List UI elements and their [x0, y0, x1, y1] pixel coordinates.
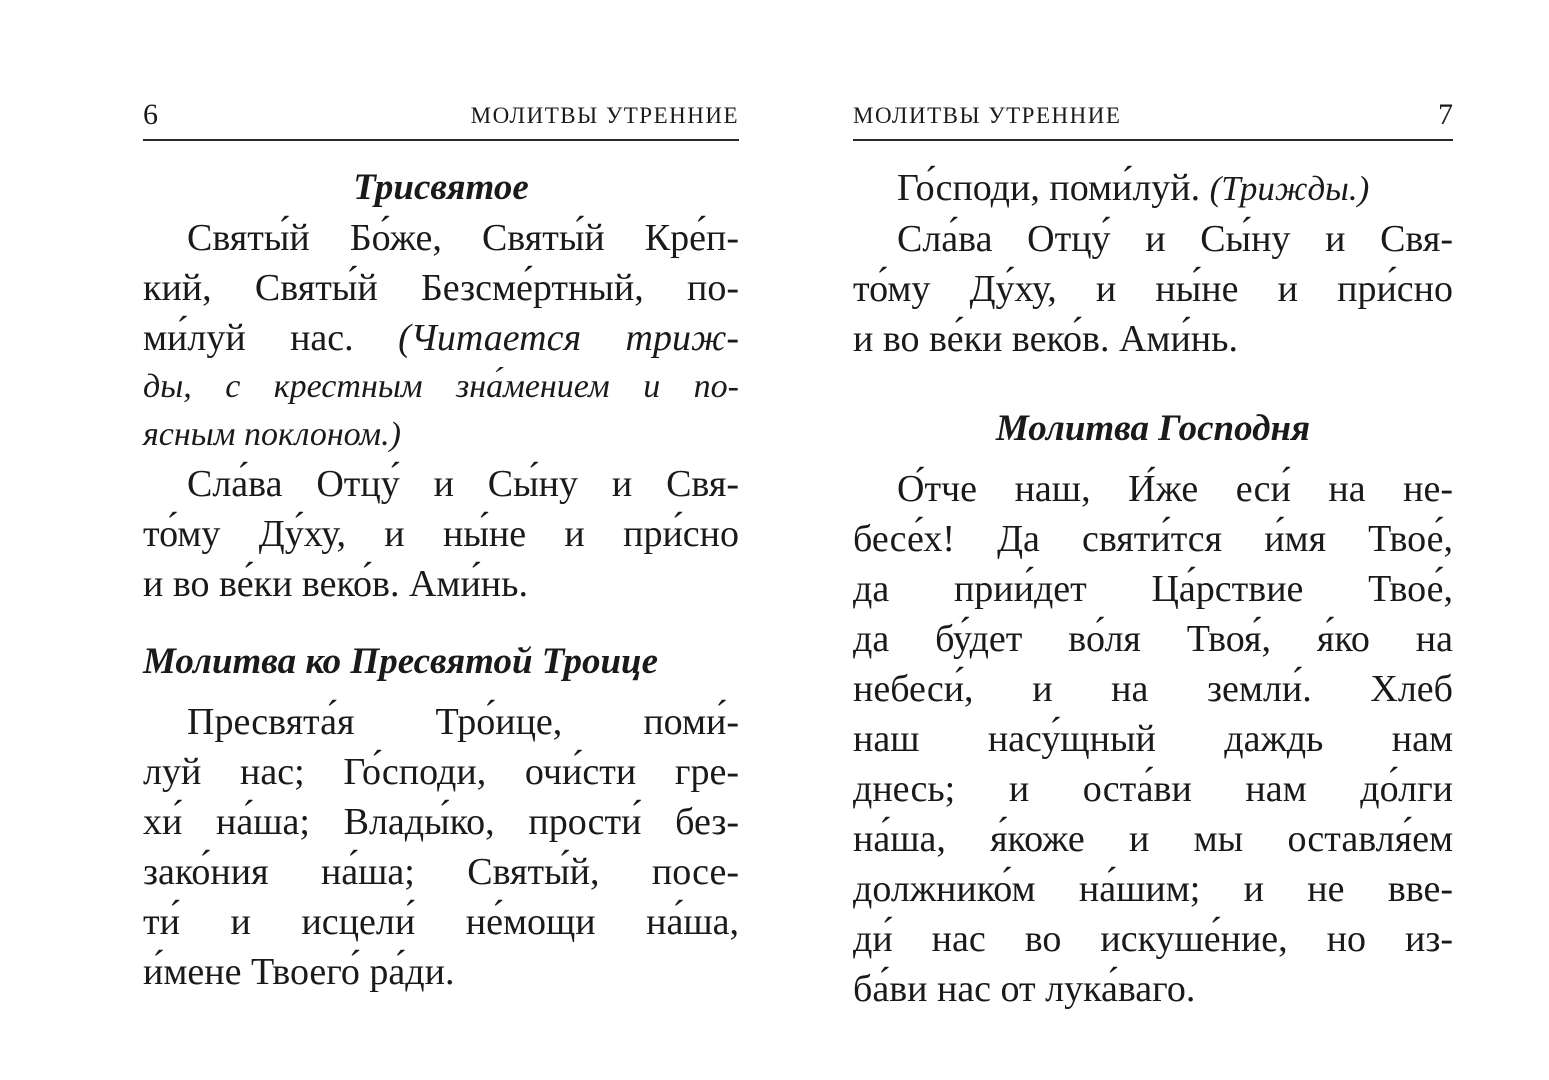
text-fragment: ми́луй нас.: [143, 317, 354, 359]
text-line: [143, 313, 739, 363]
section-title-lords-prayer: Молитва Господня: [995, 408, 1311, 449]
text-line: и во ве́ки веко́в. Ами́нь.: [143, 563, 528, 605]
text-line: наш насу́щный даждь нам: [853, 718, 1453, 760]
text-line: ба́ви нас от лука́ваго.: [853, 968, 1196, 1010]
rubric-line: ды, с крестным зна́мением и по-: [143, 368, 739, 405]
text-line: то́му Ду́ху, и ны́не и при́сно: [853, 268, 1453, 310]
rubric-text: (Трижды.): [1209, 169, 1370, 208]
text-line: днесь; и оста́ви нам до́лги: [853, 768, 1453, 810]
running-head-title: МОЛИТВЫ УТРЕННИЕ: [853, 103, 1122, 128]
text-line: Сла́ва Отцу́ и Сы́ну и Свя-: [897, 218, 1453, 260]
text-line: да прии́дет Ца́рствие Твое́,: [853, 568, 1453, 610]
text-line: луй нас; Го́споди, очи́сти гре-: [143, 751, 739, 793]
text-line: Пресвята́я Тро́ице, поми́-: [187, 701, 739, 743]
running-head-right: [853, 95, 1453, 141]
rubric-line: ясным поклоном.): [143, 416, 401, 453]
page-number: 7: [1438, 98, 1453, 131]
section-title-trinity-prayer: Молитва ко Пресвятой Троице: [143, 641, 659, 682]
text-line: на́ша, я́коже и мы оставля́ем: [853, 818, 1453, 860]
rubric-text: (Читается триж-: [398, 317, 739, 359]
right-page: [853, 95, 1453, 1014]
text-line: должнико́м на́шим; и не вве-: [853, 868, 1453, 910]
text-line: зако́ния на́ша; Святы́й, посе-: [143, 851, 739, 893]
page-number: 6: [143, 98, 158, 131]
text-line: ти́ и исцели́ не́мощи на́ша,: [143, 901, 739, 943]
text-line: ди́ нас во искуше́ние, но из-: [853, 918, 1453, 960]
text-fragment: Го́споди, поми́луй.: [897, 167, 1201, 209]
left-page: [143, 95, 739, 997]
running-head-title: МОЛИТВЫ УТРЕННИЕ: [470, 103, 739, 128]
text-line: бесе́х! Да святи́тся и́мя Твое́,: [853, 518, 1453, 560]
running-head-left: [143, 95, 739, 141]
text-line: да бу́дет во́ля Твоя́, я́ко на: [853, 618, 1453, 660]
text-line: то́му Ду́ху, и ны́не и при́сно: [143, 513, 739, 555]
text-line: Сла́ва Отцу́ и Сы́ну и Свя-: [187, 463, 739, 505]
text-line: Святы́й Бо́же, Святы́й Кре́п-: [187, 217, 739, 259]
text-line: хи́ на́ша; Влады́ко, прости́ без-: [143, 801, 739, 843]
section-title-trisagion: Трисвятое: [353, 167, 529, 208]
text-line: и во ве́ки веко́в. Ами́нь.: [853, 318, 1238, 360]
text-line: [853, 163, 1453, 214]
text-line: и́мене Твоего́ ра́ди.: [143, 951, 455, 993]
text-line: небеси́, и на земли́. Хлеб: [853, 668, 1453, 710]
text-line: О́тче наш, И́же еси́ на не-: [897, 468, 1453, 510]
text-line: кий, Святы́й Безсме́ртный, по-: [143, 267, 739, 309]
